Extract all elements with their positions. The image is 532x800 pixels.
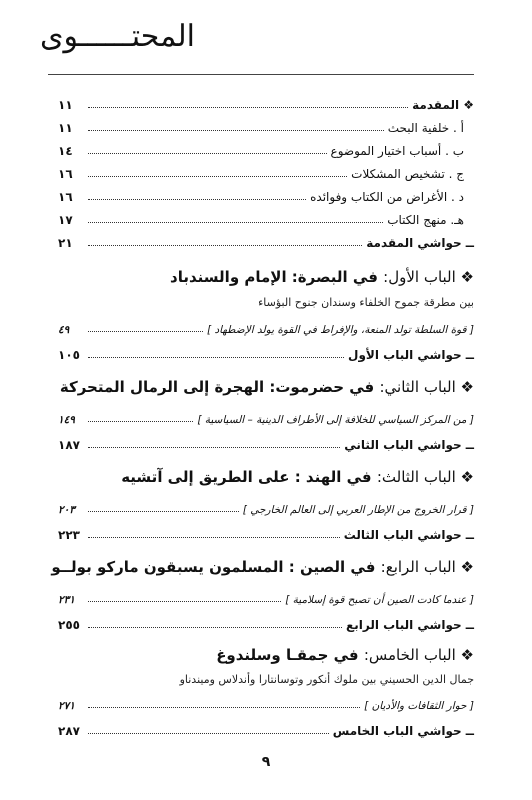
chapter-4-entry[interactable] (58, 584, 474, 606)
chapter-5-heading[interactable] (58, 646, 474, 664)
dot-leader (88, 357, 344, 358)
toc-entry-intro-notes[interactable] (58, 228, 474, 250)
dot-leader (88, 245, 362, 246)
chapter-3-entry[interactable] (58, 494, 474, 516)
entry-label: ــ حواشي الباب الثالث (343, 528, 474, 542)
toc-entry-intro-d[interactable] (58, 182, 474, 204)
chapter-1-entry[interactable] (58, 314, 474, 336)
page-number: ١٨٧ (58, 438, 80, 452)
entry-label: [ حوار الثقافات والأديان ] (364, 700, 474, 712)
entry-label: ــ حواشي الباب الرابع (346, 618, 474, 632)
dot-leader (88, 511, 239, 512)
chapter-1-notes[interactable] (58, 340, 474, 362)
dot-leader (88, 130, 384, 131)
chapter-title: في البصرة: الإمام والسندباد (170, 268, 378, 286)
entry-label: ب . أسباب اختيار الموضوع (330, 144, 464, 158)
dot-leader (88, 537, 340, 538)
chapter-4-notes[interactable] (58, 610, 474, 632)
page-number: ٢٣١ (58, 594, 75, 606)
chapter-prefix: ❖ الباب الرابع: (380, 558, 474, 576)
chapter-4-heading[interactable] (51, 558, 474, 576)
entry-label: ــ حواشي الباب الثاني (344, 438, 474, 452)
chapter-5-notes[interactable] (58, 716, 474, 738)
page-number: ٢٥٥ (58, 618, 80, 632)
chapter-title: في حضرموت: الهجرة إلى الرمال المتحركة (59, 378, 375, 396)
dot-leader (88, 107, 408, 108)
page-number: ١٦ (58, 167, 73, 181)
dot-leader (88, 222, 383, 223)
page-number: ١١ (58, 121, 73, 135)
toc-entry-intro[interactable] (58, 90, 474, 112)
entry-label: أ . خلفية البحث (387, 121, 464, 135)
dot-leader (88, 199, 306, 200)
page-number: ١٦ (58, 190, 73, 204)
entry-label: ــ حواشي الباب الخامس (332, 724, 474, 738)
entry-label: هـ. منهج الكتاب (387, 213, 464, 227)
entry-label: ــ حواشي الباب الأول (348, 348, 474, 362)
chapter-3-heading[interactable] (58, 468, 474, 486)
entry-label: ــ حواشي المقدمة (366, 236, 474, 250)
chapter-2-entry[interactable] (58, 404, 474, 426)
chapter-5-description: جمال الدين الحسيني بين ملوك أنكور وتوسانتارا وأندلاس وميندناو (179, 673, 474, 686)
page-number: ٢٠٣ (58, 504, 75, 516)
page-number: ٢١ (58, 236, 73, 250)
chapter-prefix: ❖ الباب الثالث: (376, 468, 474, 486)
footer-page-number: ٩ (261, 754, 271, 770)
page-title: المحتــــــوى (40, 19, 195, 54)
page-number: ١٠٥ (58, 348, 80, 362)
page-number: ١٤ (58, 144, 73, 158)
chapter-5-entry[interactable] (58, 690, 474, 712)
page-number: ٤٩ (58, 324, 70, 336)
entry-label: د . الأغراض من الكتاب وفوائده (310, 190, 464, 204)
dot-leader (88, 331, 203, 332)
chapter-title: في الهند : على الطريق إلى آتشيه (121, 468, 372, 486)
chapter-1-description: بين مطرقة جموح الخلفاء وسندان جنوح البؤساء (258, 296, 474, 309)
entry-label: [ قوة السلطة تولد المنعة، والإفراط في القوة يولد الإضطهاد ] (207, 324, 474, 336)
toc-entry-intro-c[interactable] (58, 159, 474, 181)
page-number: ١٤٩ (58, 414, 75, 426)
toc-entry-intro-e[interactable] (58, 205, 474, 227)
chapter-2-notes[interactable] (58, 430, 474, 452)
entry-label: ❖ المقدمة (412, 98, 474, 112)
page-number: ٢٢٣ (58, 528, 80, 542)
dot-leader (88, 421, 193, 422)
dot-leader (88, 733, 329, 734)
dot-leader (88, 707, 360, 708)
entry-label: [ من المركز السياسي للخلافة إلى الأطراف الدينية – السياسية ] (197, 414, 474, 426)
page-number: ١٧ (58, 213, 73, 227)
chapter-prefix: ❖ الباب الأول: (383, 268, 474, 286)
title-divider (48, 74, 474, 75)
dot-leader (88, 627, 342, 628)
page-number: ٢٨٧ (58, 724, 80, 738)
entry-label: [ قرار الخروج من الإطار العربي إلى العالم الخارجي ] (242, 504, 474, 516)
dot-leader (88, 153, 327, 154)
toc-entry-intro-b[interactable] (58, 136, 474, 158)
chapter-prefix: ❖ الباب الخامس: (363, 646, 474, 664)
chapter-3-notes[interactable] (58, 520, 474, 542)
chapter-prefix: ❖ الباب الثاني: (379, 378, 474, 396)
dot-leader (88, 176, 347, 177)
toc-entry-intro-a[interactable] (58, 113, 474, 135)
entry-label: [ عندما كادت الصين أن تصبح قوة إسلامية ] (285, 594, 474, 606)
page-number: ١١ (58, 98, 73, 112)
chapter-2-heading[interactable] (58, 378, 474, 396)
dot-leader (88, 601, 281, 602)
chapter-title: في جمقـا وسلندوغ (216, 646, 359, 664)
dot-leader (88, 447, 340, 448)
entry-label: ج . تشخيص المشكلات (351, 167, 464, 181)
chapter-1-heading[interactable] (58, 268, 474, 286)
page-number: ٢٧١ (58, 700, 75, 712)
chapter-title: في الصين : المسلمون يسبقون ماركو بولــو (51, 558, 376, 576)
